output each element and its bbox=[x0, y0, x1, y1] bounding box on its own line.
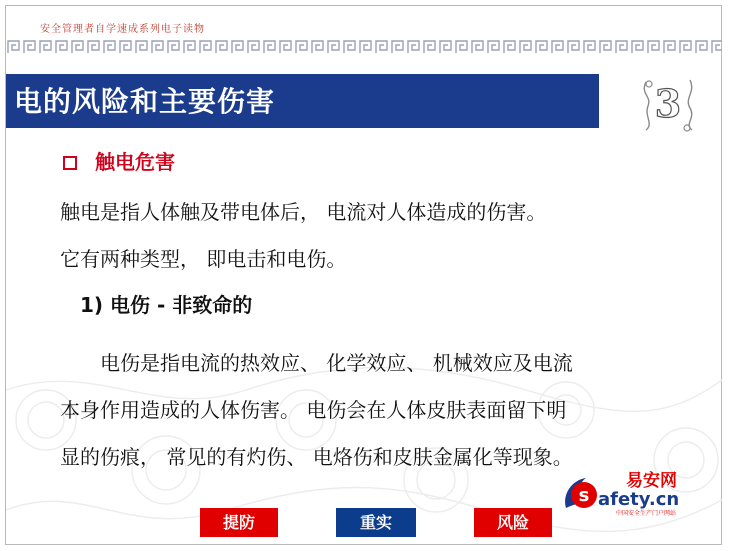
subheading: 1) 电伤 - 非致命的 bbox=[80, 293, 253, 317]
logo-en: afety.cn bbox=[598, 489, 680, 510]
section-title: 触电危害 bbox=[95, 150, 175, 174]
body-line: 电伤是指电流的热效应、 化学效应、 机械效应及电流 bbox=[100, 351, 573, 375]
chapter-numeral: 3 bbox=[654, 81, 682, 126]
checkbox-bullet-icon bbox=[63, 156, 77, 170]
types-line: 它有两种类型， 即电击和电伤。 bbox=[60, 247, 347, 271]
definition-line: 触电是指人体触及带电体后， 电流对人体造成的伤害。 bbox=[60, 200, 547, 224]
logo-cn: 易安网 bbox=[626, 471, 677, 491]
section-heading bbox=[63, 146, 175, 175]
nav-button-current[interactable]: 重实 bbox=[336, 508, 416, 537]
nav-button-next[interactable]: 风险 bbox=[474, 508, 552, 537]
body-paragraph bbox=[60, 340, 680, 481]
site-logo bbox=[560, 468, 710, 518]
series-title: 安全管理者自学速成系列电子读物 bbox=[40, 24, 205, 35]
body-line: 显的伤痕， 常见的有灼伤、 电烙伤和皮肤金属化等现象。 bbox=[60, 445, 573, 469]
fret-border bbox=[6, 38, 722, 56]
logo-tagline: 中国安全生产门户网站 bbox=[616, 510, 677, 517]
page-title: 电的风险和主要伤害 bbox=[14, 85, 276, 118]
logo-letter: s bbox=[578, 485, 590, 506]
chapter-ornament-icon bbox=[638, 74, 698, 134]
body-line: 本身作用造成的人体伤害。 电伤会在人体皮肤表面留下明 bbox=[60, 398, 567, 422]
nav-button-prev[interactable]: 提防 bbox=[200, 508, 278, 537]
